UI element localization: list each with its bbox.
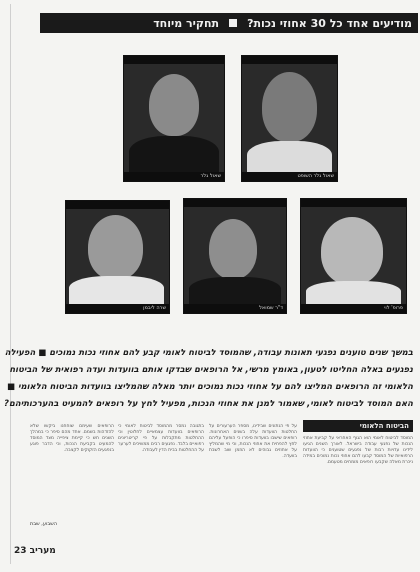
header-section: תחקיר מיוחד: [153, 16, 220, 30]
photo-label-bar: [66, 201, 169, 209]
face-shape: [209, 219, 257, 279]
header-title: מודיעים אחד כל 30 אחוזי נכות?: [247, 16, 412, 30]
photo-portrait: [183, 198, 287, 314]
photo-label-bar: [124, 56, 224, 64]
photo-portrait: [300, 198, 407, 314]
photo-caption: שאול גלר: [124, 172, 224, 181]
photo-portrait: [65, 200, 170, 314]
coat-shape: [69, 276, 164, 306]
coat-shape: [129, 136, 219, 176]
sub-head: הביטוח הלאומי: [303, 420, 413, 432]
headline-line: במשך שנים טוענים נפגעי תאונות עבודה, שהמוסד לביטוח לאומי קבע להם אחוזי נכות נמוכים ■ הפעילה: [4, 348, 413, 358]
face-shape: [262, 72, 317, 142]
footer-date: השבוע, שבת: [30, 521, 58, 527]
headline-line: האם המוסד לביטוח לאומי, שאמור למנן את אחוזי הנכות, מפעיל לחץ על רופאים להמעיט בהערכותיהם?: [4, 399, 413, 409]
photo-label-bar: [184, 199, 286, 207]
body-column: הרופאים שעימם שוחחנו ביקשו שלא להזדהות בשמם. אחד מהם סיפר כי במהלך השנים חש כי קיימת ציפייה מצד המוסד להמעיט בקביעת הנכות, וכי הדבר פוגע בנפגעים הזקוקים לקצבה.: [30, 424, 114, 453]
photo-portrait: [123, 55, 225, 182]
body-column: המוסד לביטוח לאומי הוא הגוף האחראי על קביעת אחוזי הנכות של נפגעי עבודה בישראל. לאורך השנים הגיעו לידינו עדויות רבות של נפגעים שטוענים כי הוועדות הרפואיות של המוסד קבעו להם אחוזי נכות נמוכים במידה ניכרת מאלה שקבעו רופאים מומחים מטעמם.: [303, 436, 413, 465]
footer: [14, 546, 56, 556]
face-shape: [88, 215, 143, 280]
photo-caption: שאול גלר השופט: [242, 172, 337, 181]
body-column: על פי הנתונים שבידינו, מספר הערעורים על החלטות הוועדות עלה בשנים האחרונות. רופאים שישבו בוועדות סיפרו כי הופעל עליהם לחץ להפחית את אחוזי הנכות, וכי מי שהמליץ על אחוזים גבוהים לא הוזמן שוב לשבת בוועדה.: [209, 424, 297, 459]
photo-label-bar: [301, 199, 406, 207]
square-bullet-icon: [229, 19, 237, 27]
publication-name: מעריב: [29, 546, 56, 556]
section-header: [40, 13, 418, 33]
coat-shape: [189, 277, 281, 307]
headline-line: הלאומי זה הרופאים המליצו להם על אחוזי נכות נמוכים יותר מאלה שהמליצו בוועדות הביטוח הלאומי ■: [6, 382, 413, 392]
photo-label-bar: [242, 56, 337, 64]
coat-shape: [247, 141, 332, 176]
body-column: בתגובה נמסר מהמוסד לביטוח לאומי כי הרופאים בוועדות עצמאיים לחלוטין וכי ההחלטות מתקבלות על פי קריטריונים רפואיים בלבד. נפגעים רבים ממשיכים לערער על ההחלטות בבית הדין לעבודה.: [118, 424, 204, 453]
headline-line: נפגעים באלה החליטו לטעון, באומץ מרשי, אל הרופאים שבדקו אותם בוועדות ועדה רפואית של הביטוח: [9, 365, 413, 375]
page-number: 23: [14, 546, 27, 556]
photo-portrait: [241, 55, 338, 182]
photo-caption: ד"ר שמואל: [184, 304, 286, 313]
face-shape: [149, 74, 199, 136]
face-shape: [321, 217, 383, 285]
photo-caption: פרופ' לוי: [301, 304, 406, 313]
photo-caption: שרה ליבמן: [66, 304, 169, 313]
